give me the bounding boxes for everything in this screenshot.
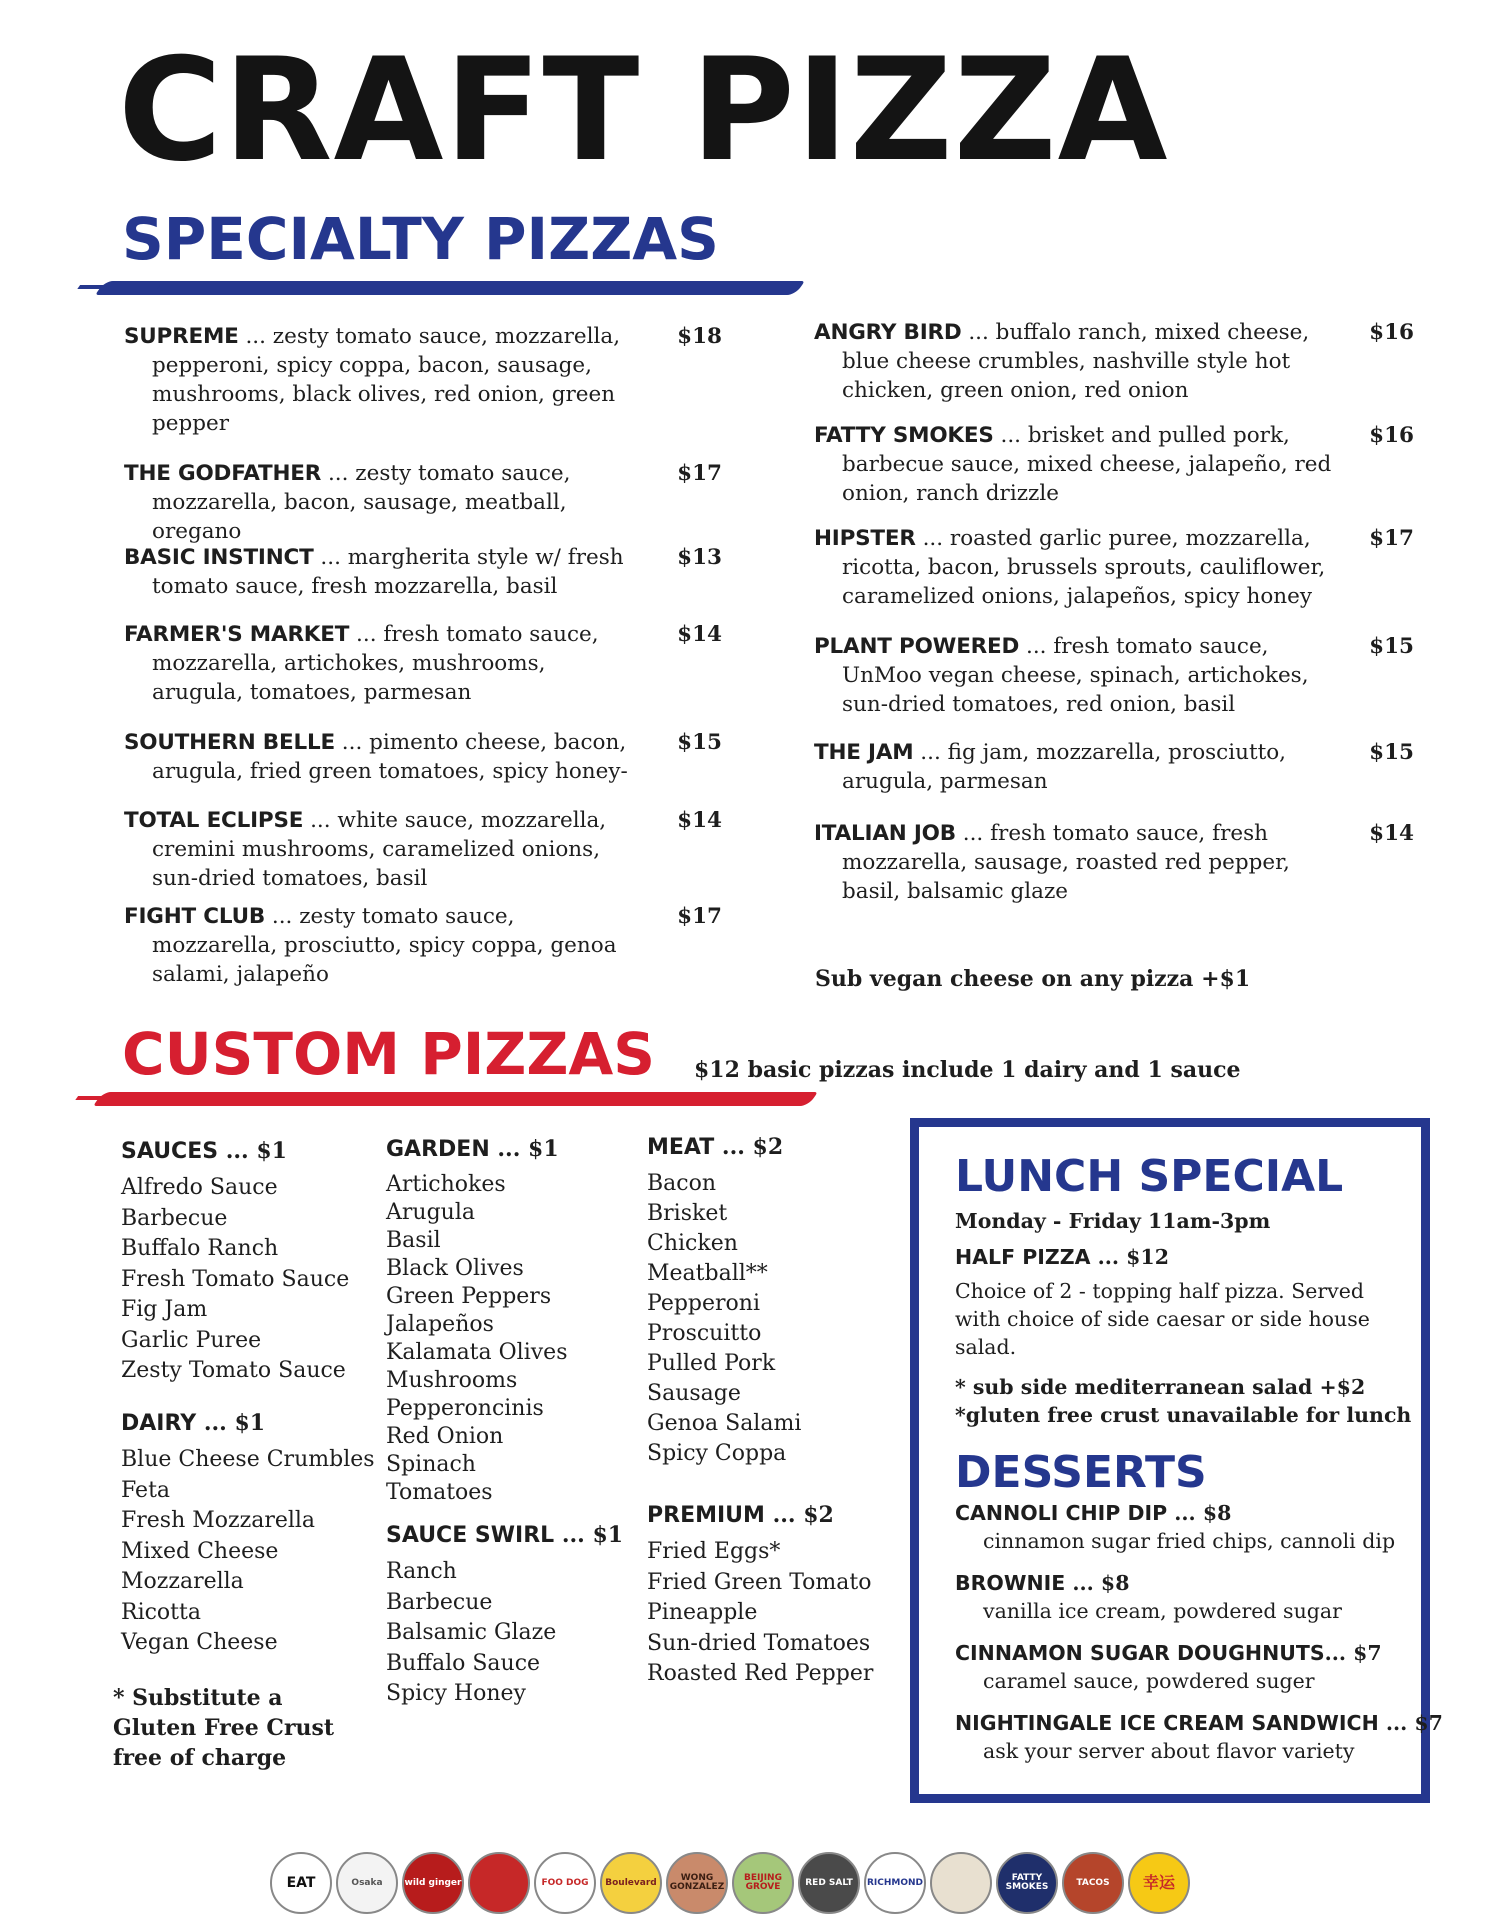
restaurant-logo-text: Osaka <box>351 1877 383 1888</box>
list-item: Mozzarella <box>121 1569 244 1594</box>
pizza-price: $17 <box>677 904 722 929</box>
pizza-description: ... buffalo ranch, mixed cheese, blue cheese crumbles, nashville style hot chicken, green onion, red onion <box>842 320 1310 403</box>
pizza-description-block <box>124 459 636 546</box>
pizza-description-block <box>814 819 1334 906</box>
sauces-category <box>121 1136 349 1387</box>
pizza-text <box>814 819 1334 906</box>
list-item: Pepperoncinis <box>386 1396 544 1421</box>
pizza-text <box>124 543 636 601</box>
pizza-description-block <box>814 632 1334 719</box>
pizza-description: ... fresh tomato sauce, UnMoo vegan cheese, spinach, artichokes, sun-dried tomatoes, red onion, basil <box>842 634 1309 717</box>
sauces-price: ... $1 <box>218 1138 287 1164</box>
pizza-name: PLANT POWERED <box>814 634 1020 659</box>
dessert-name: BROWNIE <box>955 1571 1066 1595</box>
list-item: Spicy Honey <box>386 1681 526 1706</box>
dessert-name: NIGHTINGALE ICE CREAM SANDWICH <box>955 1711 1379 1735</box>
list-item: Fig Jam <box>121 1297 208 1322</box>
restaurant-logo <box>336 1852 398 1914</box>
specialty-pizza-item <box>814 524 1424 611</box>
dessert-item <box>955 1569 1401 1625</box>
pizza-description: ... margherita style w/ fresh tomato sauce, fresh mozzarella, basil <box>152 545 624 599</box>
restaurant-logo-text: BEIJING GROVE <box>744 1873 782 1892</box>
list-item: Genoa Salami <box>647 1411 802 1436</box>
pizza-description: ... pimento cheese, bacon, arugula, fried green tomatoes, spicy honey- <box>152 730 628 784</box>
restaurant-logo-text: TACOS <box>1076 1877 1110 1888</box>
blue-brush-stroke <box>95 281 805 295</box>
list-item: Buffalo Sauce <box>386 1650 541 1676</box>
list-item: Zesty Tomato Sauce <box>121 1358 346 1383</box>
specialty-pizza-item <box>814 738 1424 796</box>
dessert-description: ask your server about flavor variety <box>983 1739 1355 1763</box>
pizza-description: ... roasted garlic puree, mozzarella, ricotta, bacon, brussels sprouts, cauliflower, caramelized onions, jalapeños, spicy honey <box>842 526 1326 609</box>
restaurant-logos-row <box>270 1852 1190 1916</box>
gluten-free-note <box>113 1683 334 1773</box>
pizza-name: FIGHT CLUB <box>124 904 266 929</box>
specialty-pizza-item <box>814 819 1424 906</box>
list-item: Barbecue <box>121 1205 228 1231</box>
specialty-pizza-item <box>124 543 734 601</box>
pizza-description: ... zesty tomato sauce, mozzarella, prosciutto, spicy coppa, genoa salami, jalapeño <box>152 904 617 987</box>
pizza-text <box>124 620 636 707</box>
list-item: Garlic Puree <box>121 1327 262 1353</box>
list-item: Roasted Red Pepper <box>647 1661 874 1686</box>
list-item: Mixed Cheese <box>121 1538 279 1564</box>
restaurant-logo-text: 幸运 <box>1142 1873 1175 1892</box>
pizza-description-block <box>814 738 1334 796</box>
half-pizza-desc: Choice of 2 - topping half pizza. Served with choice of side caesar or side house salad. <box>955 1279 1370 1359</box>
list-item: Feta <box>121 1477 171 1503</box>
dessert-item <box>955 1709 1443 1765</box>
pizza-description-block <box>124 543 636 601</box>
list-item: Meatball** <box>647 1261 768 1286</box>
dessert-description: cinnamon sugar fried chips, cannoli dip <box>983 1529 1396 1553</box>
restaurant-logo <box>534 1852 596 1914</box>
restaurant-logo <box>468 1852 530 1914</box>
meat-title: MEAT <box>647 1135 715 1160</box>
pizza-name: SUPREME <box>124 324 239 349</box>
list-item: Buffalo Ranch <box>121 1236 279 1261</box>
pizza-text <box>124 322 636 438</box>
restaurant-logo-text: Boulevard <box>605 1877 657 1888</box>
premium-list <box>647 1537 873 1690</box>
garden-list <box>386 1171 567 1507</box>
sauce-swirl-price: ... $1 <box>554 1522 624 1548</box>
pizza-text <box>814 318 1334 405</box>
list-item: Spinach <box>386 1452 476 1477</box>
dessert-name: CINNAMON SUGAR DOUGHNUTS <box>955 1641 1325 1665</box>
pizza-text <box>814 738 1334 796</box>
sauce-swirl-title: SAUCE SWIRL <box>386 1523 555 1548</box>
dessert-price: ... $7 <box>1324 1641 1382 1665</box>
pizza-name: FARMER'S MARKET <box>124 622 350 647</box>
specialty-pizza-item <box>124 728 734 786</box>
pizza-description-block <box>124 620 636 707</box>
pizza-text <box>124 728 636 786</box>
sauce-swirl-category <box>386 1520 623 1710</box>
desserts-list <box>955 1499 1443 1765</box>
pizza-name: HIPSTER <box>814 526 916 551</box>
pizza-description-block <box>814 524 1334 611</box>
pizza-description: ... zesty tomato sauce, mozzarella, bacon, sausage, meatball, oregano <box>152 461 571 544</box>
pizza-name: ITALIAN JOB <box>814 821 956 846</box>
dairy-title: DAIRY <box>121 1411 197 1436</box>
list-item: Tomatoes <box>386 1480 493 1505</box>
list-item: Green Peppers <box>386 1284 552 1309</box>
list-item: Basil <box>386 1228 441 1253</box>
pizza-name: FATTY SMOKES <box>814 423 994 448</box>
restaurant-logo-text: RICHMOND <box>866 1877 924 1888</box>
list-item: Artichokes <box>386 1172 506 1197</box>
gluten-free-line: free of charge <box>113 1745 287 1771</box>
gluten-free-line: Gluten Free Crust <box>113 1715 335 1741</box>
dessert-price: ... $8 <box>1167 1501 1232 1525</box>
specialty-pizza-item <box>124 322 734 438</box>
specialty-pizza-item <box>814 632 1424 719</box>
pizza-description: ... brisket and pulled pork, barbecue sauce, mixed cheese, jalapeño, red onion, ranch drizzle <box>842 423 1332 506</box>
lunch-note-salad: * sub side mediterranean salad +$2 <box>955 1375 1366 1399</box>
pizza-price: $17 <box>677 461 722 486</box>
pizza-price: $15 <box>1369 740 1414 765</box>
restaurant-logo <box>600 1852 662 1914</box>
dessert-price: ... $7 <box>1378 1711 1443 1735</box>
pizza-description-block <box>124 322 636 438</box>
premium-price: ... $2 <box>764 1502 834 1528</box>
list-item: Jalapeños <box>386 1312 494 1337</box>
pizza-name: THE JAM <box>814 740 914 765</box>
pizza-text <box>124 806 636 893</box>
pizza-description-block <box>814 318 1334 405</box>
pizza-text <box>814 524 1334 611</box>
restaurant-logo-text: FATTY SMOKES <box>1005 1873 1049 1892</box>
pizza-description-block <box>814 421 1334 508</box>
garden-category <box>386 1134 567 1507</box>
restaurant-logo <box>402 1852 464 1914</box>
specialty-pizza-item <box>814 421 1424 508</box>
lunch-desserts-box <box>910 1118 1443 1803</box>
list-item: Blue Cheese Crumbles <box>121 1447 375 1472</box>
vegan-note: Sub vegan cheese on any pizza +$1 <box>815 966 1251 992</box>
pizza-price: $16 <box>1369 320 1414 345</box>
pizza-name: SOUTHERN BELLE <box>124 730 335 755</box>
pizza-price: $15 <box>677 730 722 755</box>
dairy-price: ... $1 <box>196 1410 266 1436</box>
dairy-category <box>121 1408 375 1659</box>
list-item: Alfredo Sauce <box>121 1175 278 1200</box>
sauce-swirl-list <box>386 1557 623 1710</box>
restaurant-logo <box>798 1852 860 1914</box>
dessert-description: caramel sauce, powdered suger <box>983 1669 1315 1693</box>
pizza-price: $18 <box>677 324 722 349</box>
garden-price: ... $1 <box>489 1136 559 1162</box>
list-item: Red Onion <box>386 1424 504 1449</box>
list-item: Kalamata Olives <box>386 1340 568 1365</box>
pizza-description: ... fresh tomato sauce, fresh mozzarella, sausage, roasted red pepper, basil, balsamic glaze <box>842 821 1290 904</box>
dessert-title <box>955 1709 1443 1737</box>
sauces-title: SAUCES <box>121 1139 219 1164</box>
restaurant-logo-text: EAT <box>286 1875 316 1891</box>
meat-list <box>647 1169 801 1469</box>
pizza-price: $13 <box>677 545 722 570</box>
pizza-name: TOTAL ECLIPSE <box>124 808 304 833</box>
lunch-hours: Monday - Friday 11am-3pm <box>955 1209 1271 1233</box>
list-item: Fried Eggs* <box>647 1539 781 1564</box>
restaurant-logo <box>996 1852 1058 1914</box>
page-title: CRAFT PIZZA <box>118 28 1169 193</box>
premium-title: PREMIUM <box>647 1503 765 1528</box>
dairy-list <box>121 1445 375 1659</box>
pizza-description: ... fresh tomato sauce, mozzarella, artichokes, mushrooms, arugula, tomatoes, parmesan <box>152 622 599 705</box>
list-item: Fried Green Tomato <box>647 1569 872 1595</box>
pizza-text <box>814 421 1334 508</box>
lunch-note-gluten: *gluten free crust unavailable for lunch <box>955 1403 1412 1427</box>
pizza-price: $17 <box>1369 526 1414 551</box>
restaurant-logo-text: wild ginger <box>404 1877 462 1888</box>
pizza-price: $14 <box>677 622 722 647</box>
pizza-description: ... white sauce, mozzarella, cremini mushrooms, caramelized onions, sun-dried tomatoes, basil <box>152 808 607 891</box>
list-item: Vegan Cheese <box>121 1630 278 1655</box>
lunch-special-heading: LUNCH SPECIAL <box>955 1151 1344 1202</box>
list-item: Pulled Pork <box>647 1351 776 1376</box>
list-item: Black Olives <box>386 1256 524 1281</box>
pizza-text <box>814 632 1334 719</box>
pizza-price: $15 <box>1369 634 1414 659</box>
list-item: Bacon <box>647 1171 717 1196</box>
list-item: Arugula <box>386 1200 475 1225</box>
list-item: Fresh Tomato Sauce <box>121 1266 350 1292</box>
desserts-heading: DESSERTS <box>955 1447 1207 1498</box>
list-item: Spicy Coppa <box>647 1441 787 1466</box>
red-brush-stroke <box>93 1092 818 1106</box>
restaurant-logo <box>930 1852 992 1914</box>
restaurant-logo <box>864 1852 926 1914</box>
half-pizza-title <box>955 1243 1401 1271</box>
pizza-text <box>124 459 636 546</box>
dessert-name: CANNOLI CHIP DIP <box>955 1501 1168 1525</box>
dessert-item <box>955 1499 1401 1555</box>
custom-pizzas-heading: CUSTOM PIZZAS <box>122 1020 656 1088</box>
list-item: Barbecue <box>386 1589 493 1615</box>
meat-price: ... $2 <box>714 1134 784 1160</box>
dessert-title <box>955 1569 1401 1597</box>
list-item: Mushrooms <box>386 1368 518 1393</box>
pizza-description: ... fig jam, mozzarella, prosciutto, arugula, parmesan <box>842 740 1287 794</box>
list-item: Fresh Mozzarella <box>121 1508 316 1533</box>
pizza-description-block <box>124 806 636 893</box>
dessert-title <box>955 1499 1401 1527</box>
restaurant-logo-text: FOO DOG <box>541 1877 589 1888</box>
premium-category <box>647 1500 873 1690</box>
restaurant-logo <box>666 1852 728 1914</box>
list-item: Sun-dried Tomatoes <box>647 1630 871 1656</box>
pizza-description-block <box>124 728 636 786</box>
sauces-list <box>121 1173 349 1387</box>
meat-category <box>647 1132 801 1469</box>
gluten-free-line: * Substitute a <box>113 1685 283 1711</box>
dessert-description: vanilla ice cream, powdered sugar <box>983 1599 1342 1623</box>
list-item: Balsamic Glaze <box>386 1620 557 1645</box>
pizza-name: THE GODFATHER <box>124 461 322 486</box>
list-item: Ricotta <box>121 1599 201 1625</box>
list-item: Pineapple <box>647 1600 758 1625</box>
list-item: Proscuitto <box>647 1321 762 1346</box>
dessert-title <box>955 1639 1401 1667</box>
specialty-pizza-item <box>124 902 734 989</box>
dessert-item <box>955 1639 1401 1695</box>
pizza-description: ... zesty tomato sauce, mozzarella, pepperoni, spicy coppa, bacon, sausage, mushrooms, black olives, red onion, green pepper <box>152 324 621 436</box>
restaurant-logo <box>1062 1852 1124 1914</box>
specialty-pizza-item <box>124 806 734 893</box>
restaurant-logo-text: WONG GONZALEZ <box>669 1873 725 1892</box>
restaurant-logo <box>1128 1852 1190 1914</box>
specialty-pizzas-heading: SPECIALTY PIZZAS <box>122 205 719 273</box>
half-pizza-name: HALF PIZZA <box>955 1245 1091 1269</box>
list-item: Sausage <box>647 1381 741 1406</box>
pizza-price: $14 <box>1369 821 1414 846</box>
list-item: Ranch <box>386 1559 457 1584</box>
specialty-pizza-item <box>124 620 734 707</box>
pizza-name: BASIC INSTINCT <box>124 545 314 570</box>
half-pizza-price: ... $12 <box>1090 1245 1169 1269</box>
pizza-name: ANGRY BIRD <box>814 320 962 345</box>
pizza-price: $16 <box>1369 423 1414 448</box>
dessert-price: ... $8 <box>1065 1571 1130 1595</box>
garden-title: GARDEN <box>386 1137 490 1162</box>
specialty-pizza-item <box>814 318 1424 405</box>
list-item: Chicken <box>647 1231 738 1256</box>
pizza-description-block <box>124 902 636 989</box>
list-item: Pepperoni <box>647 1291 760 1316</box>
restaurant-logo-text: RED SALT <box>805 1877 853 1888</box>
custom-pizzas-note: $12 basic pizzas include 1 dairy and 1 sauce <box>694 1057 1241 1083</box>
list-item: Brisket <box>647 1201 728 1226</box>
pizza-price: $14 <box>677 808 722 833</box>
restaurant-logo <box>270 1852 332 1914</box>
restaurant-logo <box>732 1852 794 1914</box>
specialty-pizza-item <box>124 459 734 546</box>
pizza-text <box>124 902 636 989</box>
